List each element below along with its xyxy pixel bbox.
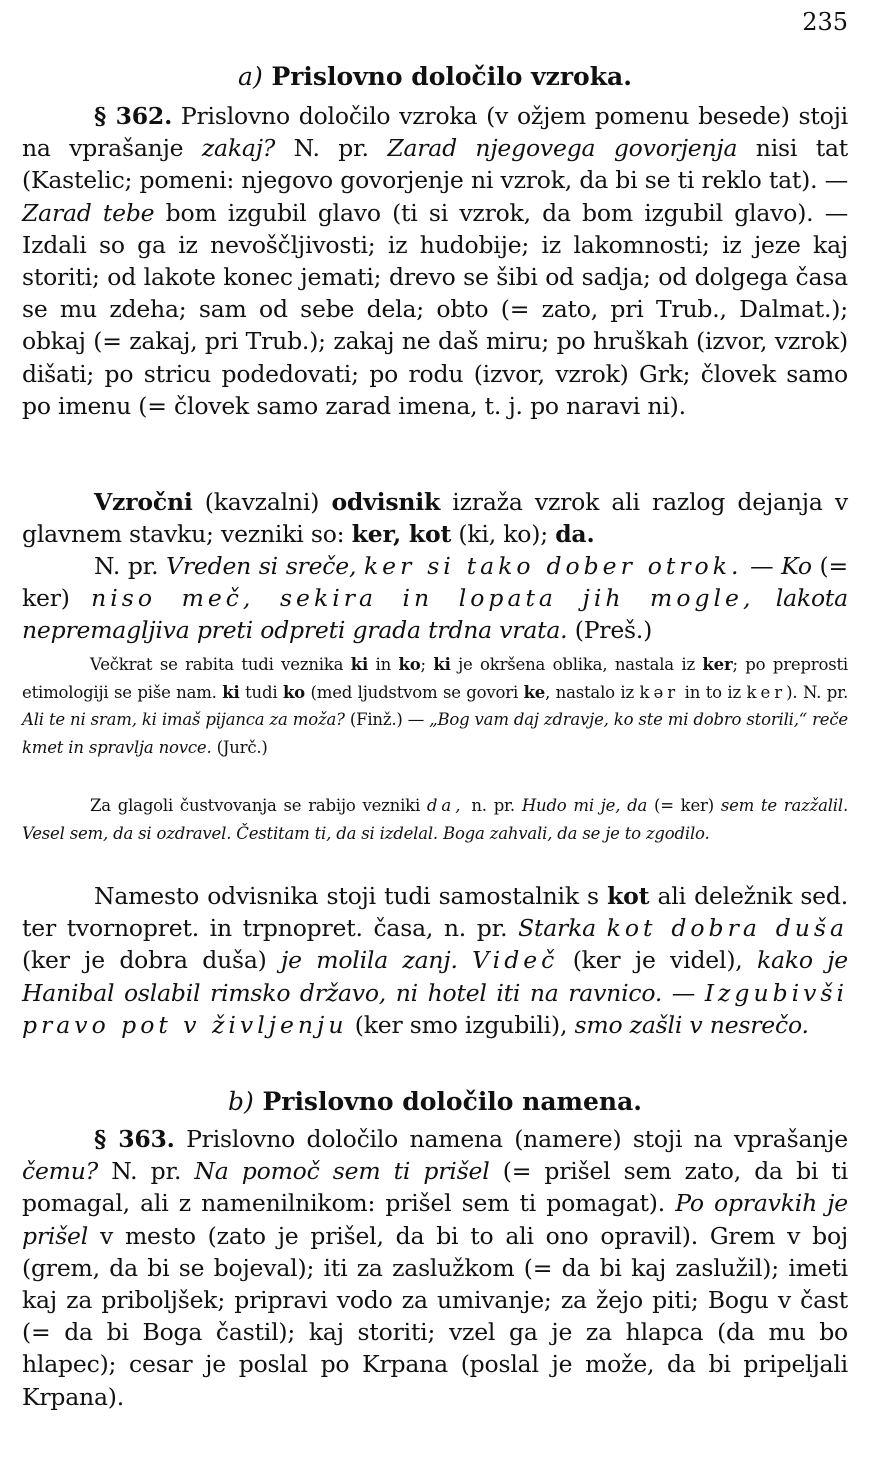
text-run: N. pr. [94, 552, 167, 580]
text-run: Zarad njegovega govorjenja [387, 134, 738, 163]
text-run: kako je Hanibal oslabil rimsko državo, ni hotel iti na ravnico. [22, 946, 848, 1007]
text-run: in to iz [679, 682, 747, 702]
text-run: nisi tat (Kastelic; pomeni: njegovo govorjenje ni vzrok, da bi se ti reklo tat). — [22, 134, 848, 195]
text-run: ki [350, 655, 369, 674]
text-run: izraža vzrok ali razlog dejanja v glavnem stavku; vezniki so: [22, 488, 848, 549]
text-run: Vzročni [94, 488, 193, 516]
text-run: (ki, ko); [451, 520, 556, 549]
text-run: ke [523, 682, 546, 702]
note-glagoli-custvovanja [22, 792, 848, 847]
text-run: ali deležnik sed. ter tvornopret. in trpnopret. časa, n. pr. [22, 882, 849, 943]
text-run: — [662, 978, 705, 1007]
text-run: zakaj? [201, 134, 276, 163]
section-362-body [22, 102, 848, 420]
text-run: (med ljudstvom se govori [304, 682, 524, 702]
note-ki-ko [22, 651, 848, 761]
text-run: čemu? [22, 1157, 99, 1186]
text-run: ker [702, 655, 733, 674]
text-run: kot dobra duša [606, 914, 849, 943]
text-run: smo zašli v nesrečo. [574, 1010, 809, 1039]
text-run: (kavzalni) [192, 488, 332, 516]
text-run: (ker je dobra duša) [22, 946, 282, 975]
text-run: Po opravkih je prišel [22, 1189, 848, 1250]
text-run: Prislovno določilo namena (namere) stoji na vprašanje [186, 1125, 848, 1153]
text-run: odvisnik [331, 488, 441, 516]
text-run: v mesto (zato je prišel, da bi to ali ono opravil). Grem v boj (grem, da bi se bojeval); iti za zaslužkom (= da bi kaj zaslužil); imeti kaj za priboljšek; pripravi vodo za umivanje; za žejo piti; Bogu v čast (= da bi Boga častil); kaj storiti; vzel ga je za hlapca (da mu bo hlapec); cesar je poslal po Krpana (poslal je može, da bi pripeljali Krpana). [22, 1221, 848, 1411]
text-run: ko [398, 655, 421, 674]
text-run: , nastalo iz [545, 682, 640, 702]
section-362-mark: § 362. [94, 102, 173, 130]
text-run: Videč [472, 946, 559, 975]
text-run: tudi [239, 682, 283, 702]
text-run: ki [222, 682, 240, 702]
text-run: je molila zanj. [281, 946, 473, 975]
text-run: ; po preprosti etimologiji se piše nam. [22, 655, 848, 702]
text-run: Ali te ni sram, ki imaš pijanca za moža? [22, 710, 345, 730]
heading-b [0, 1087, 870, 1116]
text-run: Zarad tebe [22, 198, 155, 227]
note-ki-ko-body [22, 655, 848, 757]
section-362 [22, 100, 848, 422]
text-run: n. pr. [464, 796, 522, 815]
paragraph-namesto-odvisnika [22, 880, 848, 1041]
text-run: (ker smo izgubili), [347, 1010, 575, 1039]
text-run: Namesto odvisnika stoji tudi samostalnik s [94, 882, 608, 910]
text-run: kot [607, 882, 650, 910]
text-run: — [742, 552, 782, 580]
text-run: ki [433, 655, 451, 674]
text-run: Starka [518, 914, 607, 943]
text-run: da. [555, 520, 595, 549]
text-run: Vreden si sreče, [166, 552, 364, 580]
heading-a-title: Prislovno določilo vzroka. [271, 62, 632, 91]
heading-a-letter: a) [238, 62, 263, 91]
text-run: Ko [781, 552, 812, 580]
paragraph-example [22, 550, 848, 647]
text-run: „Bog vam daj zdravje, ko ste mi dobro storili,“ reče kmet in spravlja novce. [22, 710, 848, 757]
text-run: sem te razžalil. Vesel sem, da si ozdravel. Čestitam ti, da si izdelal. Boga zahvali, da se je to zgodilo. [22, 796, 848, 843]
text-run: ker [746, 682, 787, 702]
paragraph-vzrocni-body [22, 488, 848, 548]
heading-b-letter: b) [227, 1087, 254, 1116]
text-run: ker si tako dober otrok. [363, 552, 743, 580]
text-run: (ker je videl), [558, 946, 757, 975]
paragraph-namesto-body [22, 882, 848, 1039]
note-glagoli-body [22, 796, 848, 843]
text-run: Prislovno določilo vzroka (v ožjem pomenu besede) stoji na vprašanje [22, 102, 848, 163]
text-run: (= ker) [647, 796, 721, 815]
text-run: ko [282, 682, 305, 702]
section-363-body [22, 1125, 848, 1411]
text-run: bom izgubil glavo (ti si vzrok, da bom izgubil glavo). — Izdali so ga iz nevoščljivosti; iz hudobije; iz lakomnosti; iz jeze kaj storiti; od lakote konec jemati; drevo se šibi od sadja; od dolgega časa se mu zdeha; sam od sebe dela; obto (= zato, pri Trub., Dalmat.); obkaj (= zakaj, pri Trub.); zakaj ne daš miru; po hruškah (izvor, vzrok) dišati; po stricu podedovati; po rodu (izvor, vzrok) Grk; človek samo po imenu (= človek samo zarad imena, t. j. po naravi ni). [22, 198, 849, 420]
text-run: (= prišel sem zato, da bi ti pomagal, ali z namenilnikom: prišel sem ti pomagat). [22, 1157, 848, 1218]
text-run: niso meč, sekira in lopata jih mogle, [91, 584, 755, 613]
heading-b-title: Prislovno določilo namena. [262, 1087, 642, 1116]
paragraph-vzrocni-odvisnik [22, 486, 848, 550]
text-run: kər [639, 682, 680, 702]
text-run: Izgubivši pravo pot v življenju [22, 978, 848, 1039]
heading-a [0, 62, 870, 91]
text-run: N. pr. [98, 1157, 195, 1186]
text-run: (Preš.) [567, 616, 653, 645]
paragraph-example-body [22, 552, 848, 644]
text-run: (Jurč.) [211, 737, 268, 757]
text-run: (= ker) [22, 552, 848, 613]
text-run: (Finž.) — [344, 710, 430, 730]
text-run: da, [426, 796, 465, 815]
text-run: ker, kot [351, 520, 452, 549]
section-363-mark: § 363. [94, 1125, 175, 1153]
text-run: Za glagoli čustvovanja se rabijo vezniki [90, 796, 427, 815]
text-run: lakota nepremagljiva preti odpreti grada trdna vrata. [22, 584, 848, 645]
text-run: in [368, 655, 399, 674]
text-run: Hudo mi je, da [521, 796, 648, 815]
text-run: N. pr. [275, 134, 388, 163]
text-run: Na pomoč sem ti prišel [194, 1157, 490, 1186]
text-run: je okršena oblika, nastala iz [450, 655, 703, 674]
section-363 [22, 1123, 848, 1413]
text-run: ). N. pr. [786, 682, 848, 702]
text-run: Večkrat se rabita tudi veznika [90, 655, 351, 674]
page-number: 235 [802, 8, 848, 36]
text-run: ; [420, 655, 434, 674]
